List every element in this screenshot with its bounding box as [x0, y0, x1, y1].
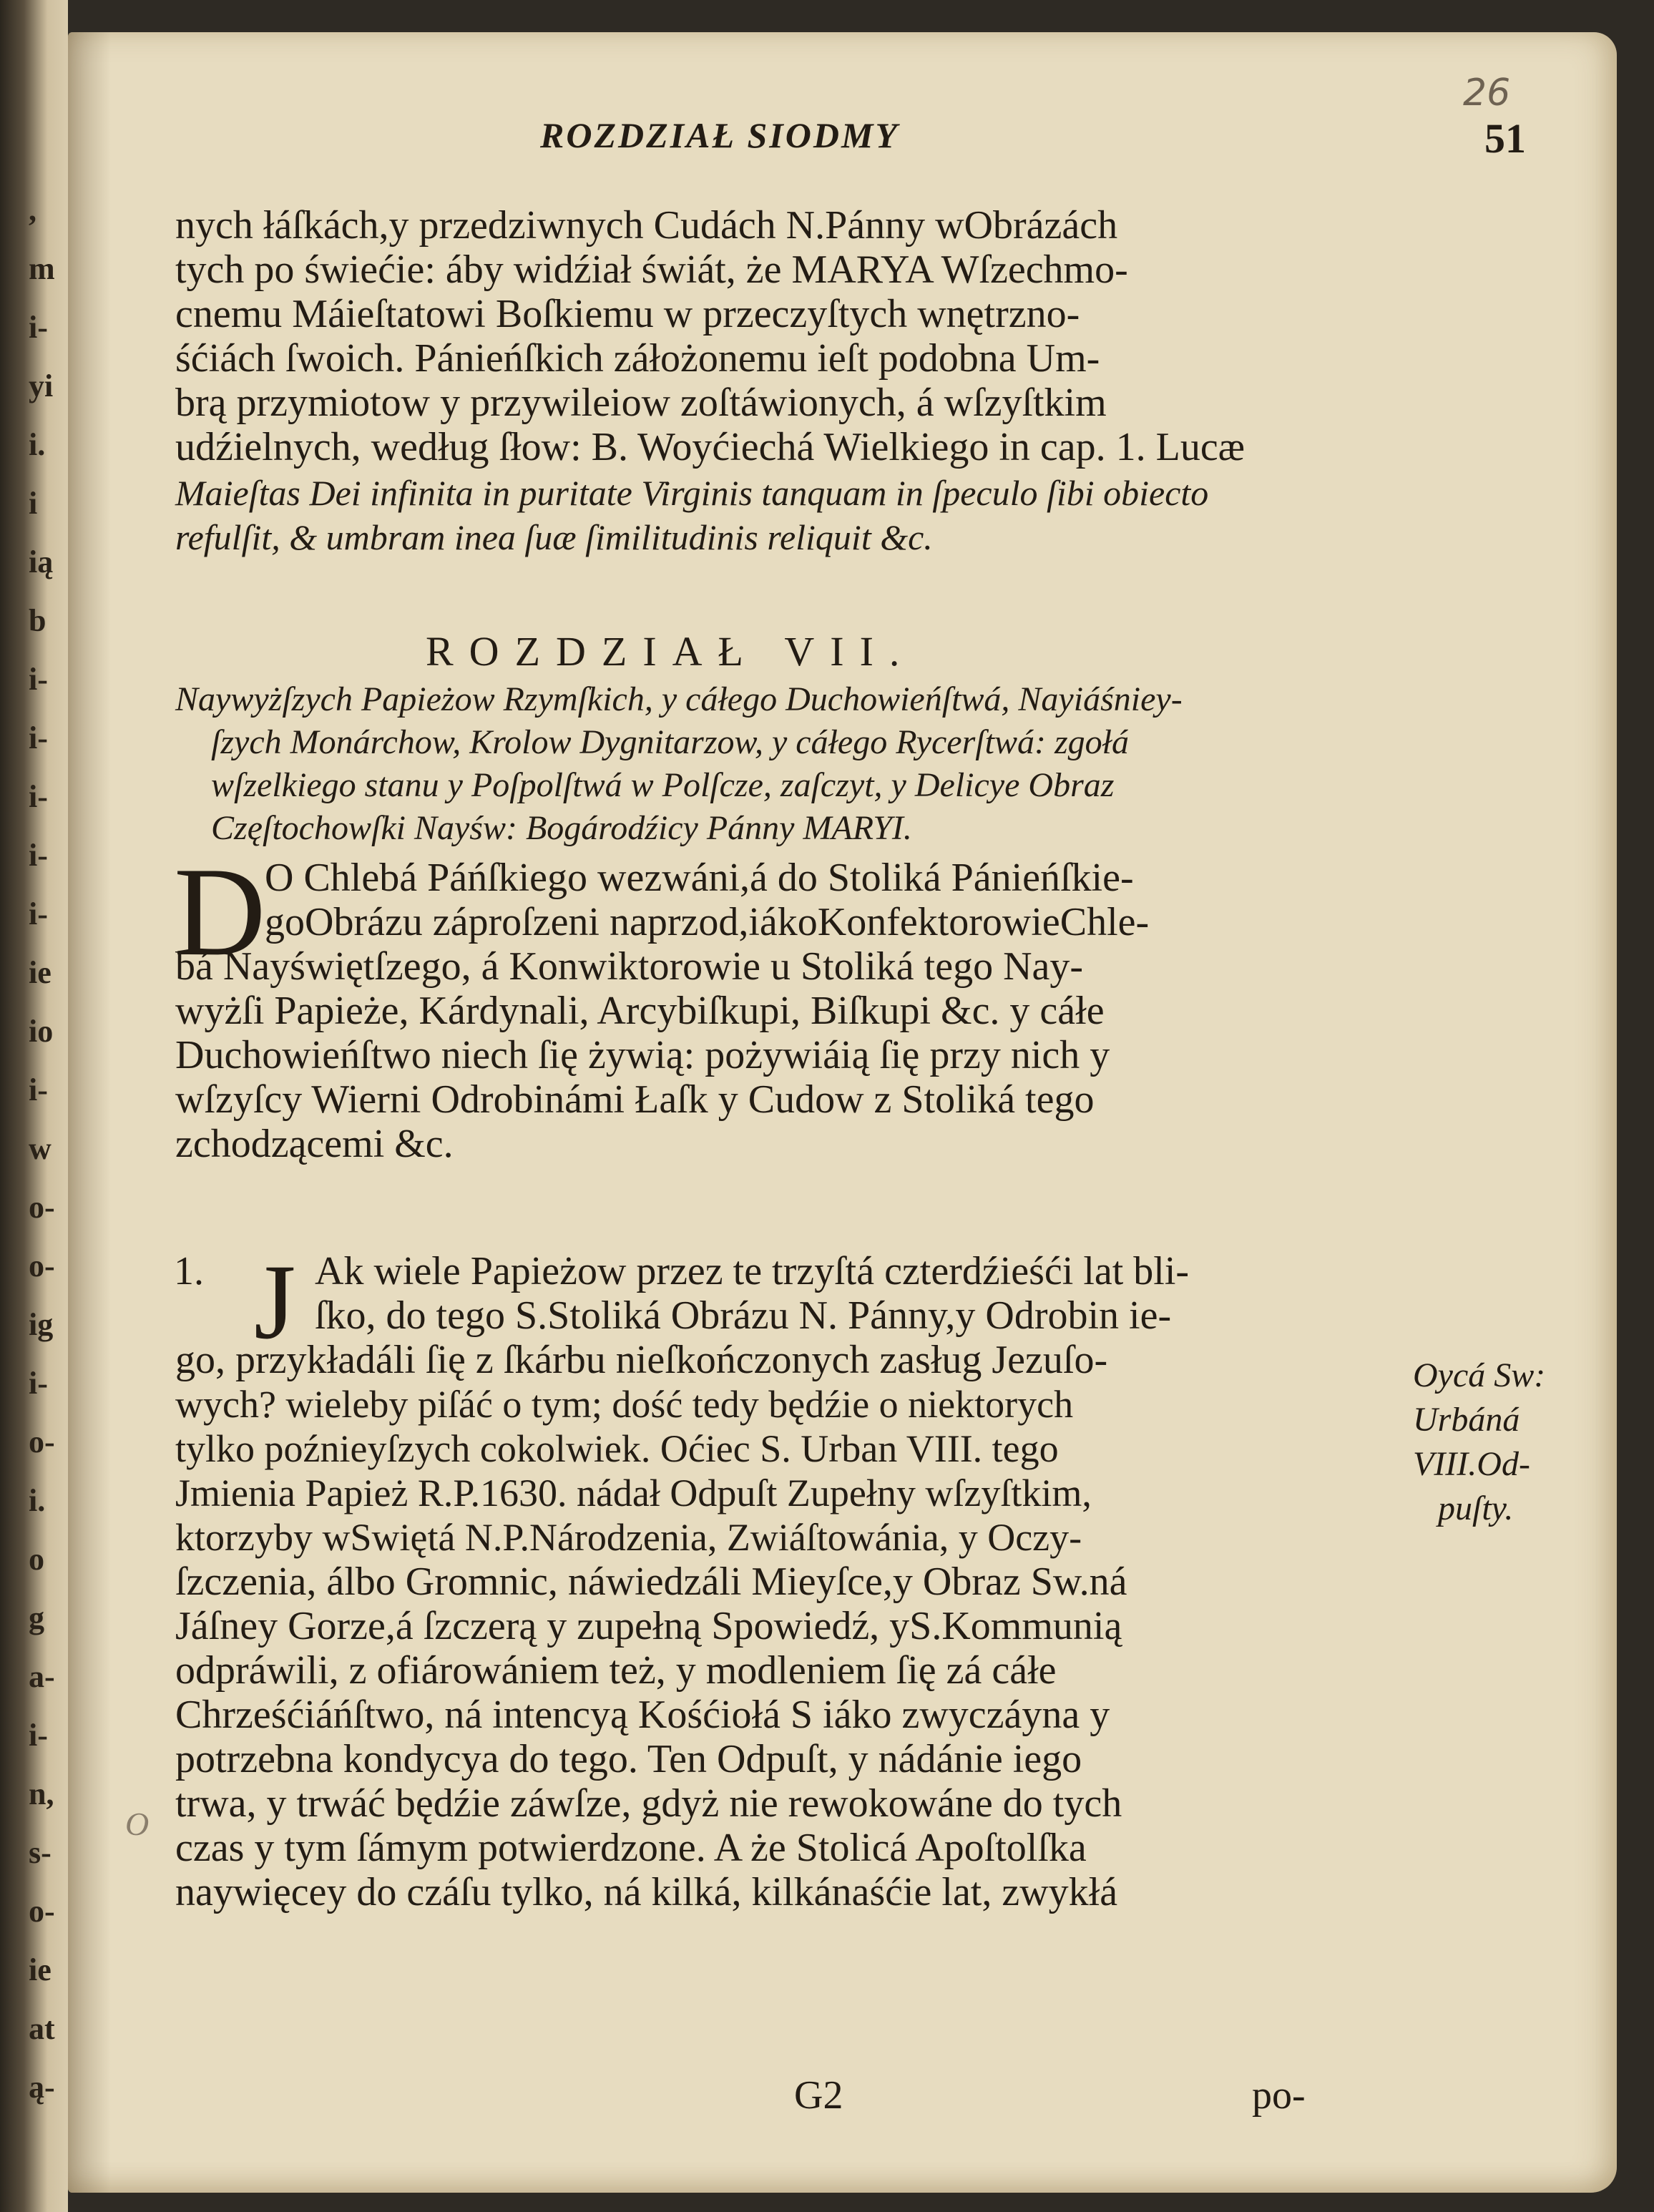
- intro-latin-line: refulſit, & umbram inea ſuæ ſimilitudinis reliquit &c.: [175, 517, 933, 557]
- facing-page-fragment: ie: [29, 1953, 52, 1987]
- running-title: ROZDZIAŁ SIODMY: [540, 115, 899, 155]
- summary-line: wſzelkiego stanu y Poſpolſtwá w Polſcze, zaſczyt, y Delicye Obraz: [211, 766, 1115, 804]
- paragraph-line: potrzebna kondycya do tego. Ten Odpuſt, y nádánie iego: [175, 1737, 1082, 1781]
- paragraph-line: bá Nayświętſzego, á Konwiktorowie u Stoliká tego Nay-: [175, 944, 1084, 989]
- facing-page-fragment: ie: [29, 956, 52, 990]
- paragraph-line: ktorzyby wSwiętá N.P.Národzenia, Zwiáſtowánia, y Oczy-: [175, 1516, 1082, 1559]
- book-page: [68, 32, 1617, 2193]
- facing-page-fragment: i-: [29, 662, 48, 697]
- facing-page-fragment: o-: [29, 1425, 55, 1459]
- facing-page-fragment: i-: [29, 1073, 48, 1107]
- paragraph-line: Jáſney Gorze,á ſzczerą y zupełną Spowiedź, yS.Kommunią: [175, 1604, 1122, 1648]
- margin-note-line: VIII.Od-: [1413, 1445, 1530, 1483]
- paragraph-line: Duchowieńſtwo niech ſię żywią: pożywiáią ſię przy nich y: [175, 1033, 1110, 1077]
- facing-page-fragment: i-: [29, 1718, 48, 1753]
- page-number: 51: [1484, 115, 1526, 162]
- facing-page-fragment: ią: [29, 545, 54, 579]
- facing-page-fragment: ,: [29, 193, 36, 227]
- facing-page-fragment: o-: [29, 1249, 55, 1283]
- catchword: po-: [1252, 2073, 1306, 2118]
- summary-line: Częſtochowſki Nayśw: Bogárodźicy Pánny MARYI.: [211, 809, 912, 847]
- paragraph-line: wych? wieleby piſáć o tym; dość tedy będźie o niektorych: [175, 1383, 1074, 1426]
- intro-latin-line: Maieſtas Dei infinita in puritate Virginis tanquam in ſpeculo ſibi obiecto: [175, 473, 1209, 513]
- paragraph-line: go, przykładáli ſię z ſkárbu nieſkończonych zasług Jezuſo-: [175, 1338, 1108, 1382]
- paragraph-line: czas y tym ſámym potwierdzone. A że Stolicá Apoſtolſka: [175, 1826, 1087, 1870]
- paragraph-line: odpráwili, z ofiárowániem też, y modleniem ſię zá cáłe: [175, 1648, 1057, 1693]
- facing-page-fragment: s-: [29, 1836, 52, 1870]
- section-number: 1.: [174, 1249, 204, 1293]
- paragraph-line: ſko, do tego S.Stoliká Obrázu N. Pánny,y Odrobin ie-: [315, 1293, 1172, 1338]
- chapter-heading: ROZDZIAŁ VII.: [426, 628, 916, 675]
- facing-page-fragment: ig: [29, 1308, 54, 1342]
- facing-page-fragment: o: [29, 1542, 44, 1577]
- signature-mark: G2: [794, 2073, 843, 2118]
- margin-note-line: Oycá Sw:: [1413, 1356, 1546, 1394]
- facing-page-fragment: g: [29, 1601, 44, 1635]
- facing-page-fragment: at: [29, 2012, 55, 2046]
- facing-page-fragment: o-: [29, 1894, 55, 1929]
- paragraph-line: naywięcey do czáſu tylko, ná kilká, kilkánaśćie lat, zwykłá: [175, 1870, 1118, 1914]
- facing-page-fragment: i-: [29, 1366, 48, 1401]
- paragraph-line: Ak wiele Papieżow przez te trzyſtá czterdźieśći lat bli-: [315, 1249, 1190, 1293]
- facing-page-edge: [0, 0, 68, 2212]
- facing-page-fragment: n,: [29, 1777, 54, 1811]
- paragraph-line: trwa, y trwáć będźie záwſze, gdyż nie rewokowáne do tych: [175, 1781, 1122, 1826]
- summary-line: ſzych Monárchow, Krolow Dygnitarzow, y cáłego Rycerſtwá: zgołá: [211, 723, 1129, 761]
- drop-cap-J: J: [254, 1243, 296, 1361]
- intro-line: nych łáſkách,y przedziwnych Cudách N.Pánny wObrázách: [175, 203, 1118, 248]
- intro-line: udźielnych, według ſłow: B. Woyćiechá Wielkiego in cap. 1. Lucæ: [175, 425, 1246, 469]
- facing-page-fragment: o-: [29, 1190, 55, 1225]
- paragraph-line: O Chlebá Páńſkiego wezwáni,á do Stoliká Pánieńſkie-: [265, 856, 1134, 900]
- intro-line: brą przymiotow y przywileiow zoſtáwionych, á wſzyſtkim: [175, 381, 1107, 425]
- facing-page-fragment: m: [29, 252, 55, 286]
- paragraph-line: Jmienia Papież R.P.1630. nádał Odpuſt Zupełny wſzyſtkim,: [175, 1472, 1092, 1514]
- facing-page-fragment: i-: [29, 310, 48, 345]
- summary-line: Naywyżſzych Papieżow Rzymſkich, y cáłego Duchowieńſtwá, Nayiáśniey-: [175, 680, 1183, 718]
- pencil-mark: O: [125, 1806, 150, 1842]
- facing-page-fragment: ą-: [29, 2070, 55, 2105]
- facing-page-fragment: i-: [29, 897, 48, 931]
- margin-note-line: Urbáná: [1413, 1401, 1520, 1439]
- facing-page-fragment: i: [29, 486, 38, 521]
- paragraph-line: wyżſi Papieże, Kárdynali, Arcybiſkupi, Biſkupi &c. y cáłe: [175, 989, 1105, 1033]
- facing-page-fragment: a-: [29, 1660, 55, 1694]
- facing-page-fragment: b: [29, 604, 47, 638]
- intro-line: tych po świećie: áby widźiał świát, że MARYA Wſzechmo-: [175, 248, 1128, 292]
- paragraph-line: zchodzącemi &c.: [175, 1122, 454, 1166]
- paragraph-line: wſzyſcy Wierni Odrobinámi Łaſk y Cudow z Stoliká tego: [175, 1077, 1095, 1122]
- facing-page-fragment: io: [29, 1014, 54, 1049]
- paragraph-line: goObrázu záproſzeni naprzod,iákoKonfektorowieChle-: [265, 900, 1150, 944]
- paragraph-line: ſzczenia, álbo Gromnic, náwiedzáli Mieyſce,y Obraz Sw.ná: [175, 1560, 1127, 1604]
- intro-line: cnemu Máieſtatowi Boſkiemu w przeczyſtych wnętrzno-: [175, 292, 1080, 336]
- facing-page-fragment: w: [29, 1132, 52, 1166]
- facing-page-fragment: i-: [29, 780, 48, 814]
- paragraph-line: Chrześćiáńſtwo, ná intencyą Kośćiołá S iáko zwyczáyna y: [175, 1693, 1110, 1737]
- facing-page-fragment: i-: [29, 721, 48, 755]
- facing-page-fragment: yi: [29, 369, 54, 403]
- facing-page-fragment: i.: [29, 428, 46, 462]
- facing-page-fragment: i-: [29, 838, 48, 873]
- drop-cap-D: D: [174, 841, 266, 982]
- paragraph-line: tylko poźnieyſzych cokolwiek. Oćiec S. Urban VIII. tego: [175, 1427, 1059, 1470]
- intro-line: śćiách ſwoich. Pánieńſkich záłożonemu ieſt podobna Um-: [175, 336, 1100, 381]
- manuscript-page-number: 26: [1463, 72, 1511, 114]
- margin-note-line: puſty.: [1438, 1489, 1514, 1527]
- facing-page-fragment: i.: [29, 1484, 46, 1518]
